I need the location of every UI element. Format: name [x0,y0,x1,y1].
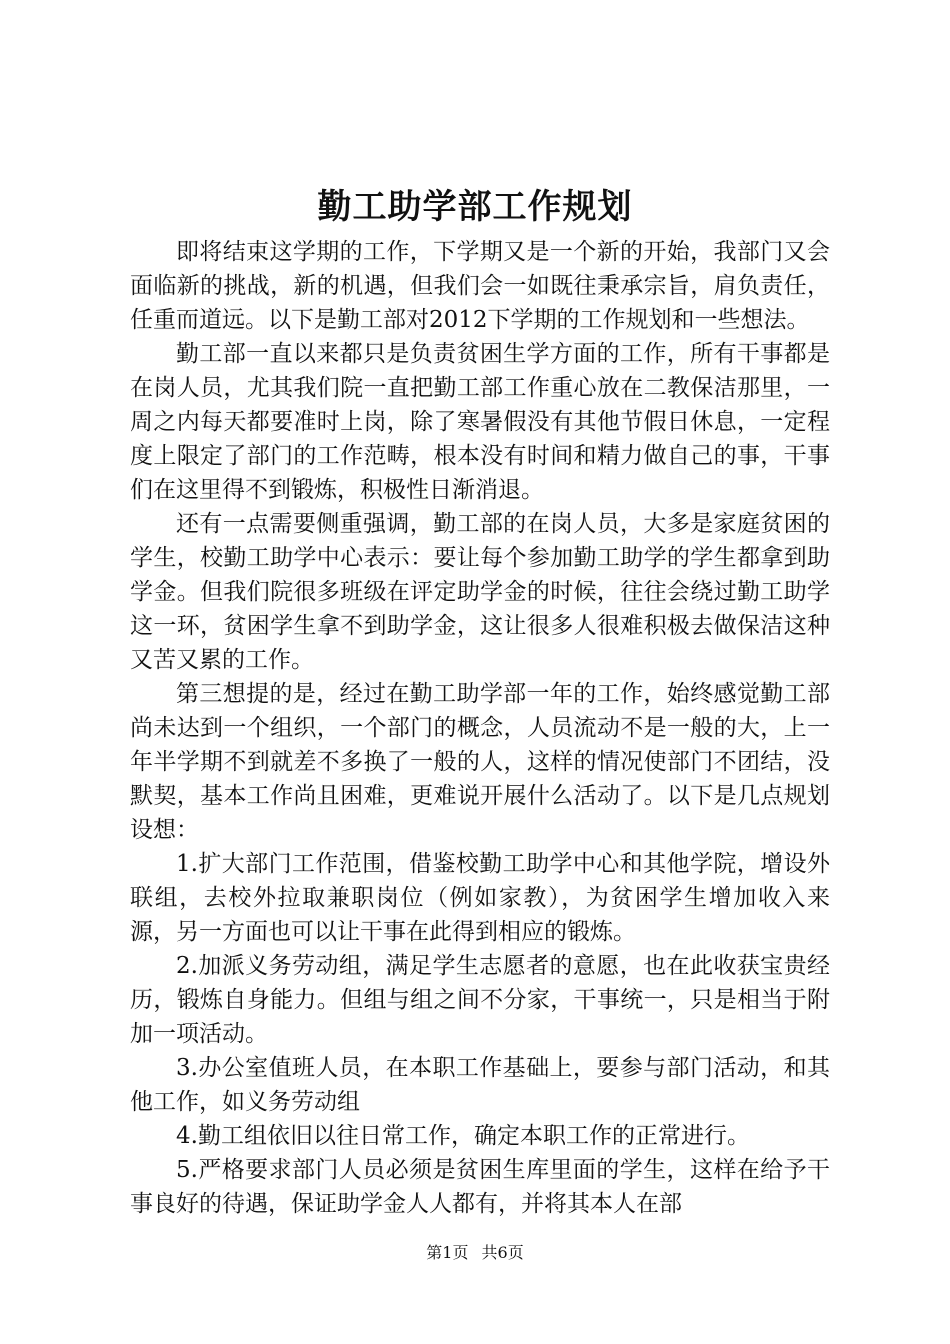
list-item: 1.扩大部门工作范围，借鉴校勤工助学中心和其他学院，增设外联组，去校外拉取兼职岗位（例如家教），为贫困学生增加收入来源，另一方面也可以让干事在此得到相应的锻炼。 [130,851,830,945]
list-item: 4.勤工组依旧以往日常工作，确定本职工作的正常进行。 [176,1123,750,1149]
document-title: 勤工助学部工作规划 [317,187,633,227]
page-number: 第1页 [426,1243,469,1262]
paragraph: 还有一点需要侧重强调，勤工部的在岗人员，大多是家庭贫困的学生，校勤工助学中心表示：要让每个参加勤工助学的学生都拿到助学金。但我们院很多班级在评定助学金的时候，往往会绕过勤工助学这一环，贫困学生拿不到助学金，这让很多人很难积极去做保洁这种又苦又累的工作。 [130,511,830,673]
list-item: 2.加派义务劳动组，满足学生志愿者的意愿，也在此收获宝贵经历，锻炼自身能力。但组与组之间不分家，干事统一，只是相当于附加一项活动。 [130,953,830,1047]
document-body [130,235,830,1221]
paragraph: 勤工部一直以来都只是负责贫困生学方面的工作，所有干事都是在岗人员，尤其我们院一直把勤工部工作重心放在二教保洁那里，一周之内每天都要准时上岗，除了寒暑假没有其他节假日休息，一定程度上限定了部门的工作范畴，根本没有时间和精力做自己的事，干事们在这里得不到锻炼，积极性日渐消退。 [130,341,830,503]
list-item: 5.严格要求部门人员必须是贫困生库里面的学生，这样在给予干事良好的待遇，保证助学金人人都有，并将其本人在部 [130,1157,830,1217]
page-footer [0,1242,950,1264]
paragraph: 第三想提的是，经过在勤工助学部一年的工作，始终感觉勤工部尚未达到一个组织，一个部门的概念，人员流动不是一般的大，上一年半学期不到就差不多换了一般的人，这样的情况使部门不团结，没默契，基本工作尚且困难，更难说开展什么活动了。以下是几点规划设想： [130,681,830,843]
list-item: 3.办公室值班人员，在本职工作基础上，要参与部门活动，和其他工作，如义务劳动组 [130,1055,830,1115]
paragraph: 即将结束这学期的工作，下学期又是一个新的开始，我部门又会面临新的挑战，新的机遇，但我们会一如既往秉承宗旨，肩负责任，任重而道远。以下是勤工部对2012下学期的工作规划和一些想法。 [130,239,830,333]
page-total: 共6页 [481,1243,524,1262]
